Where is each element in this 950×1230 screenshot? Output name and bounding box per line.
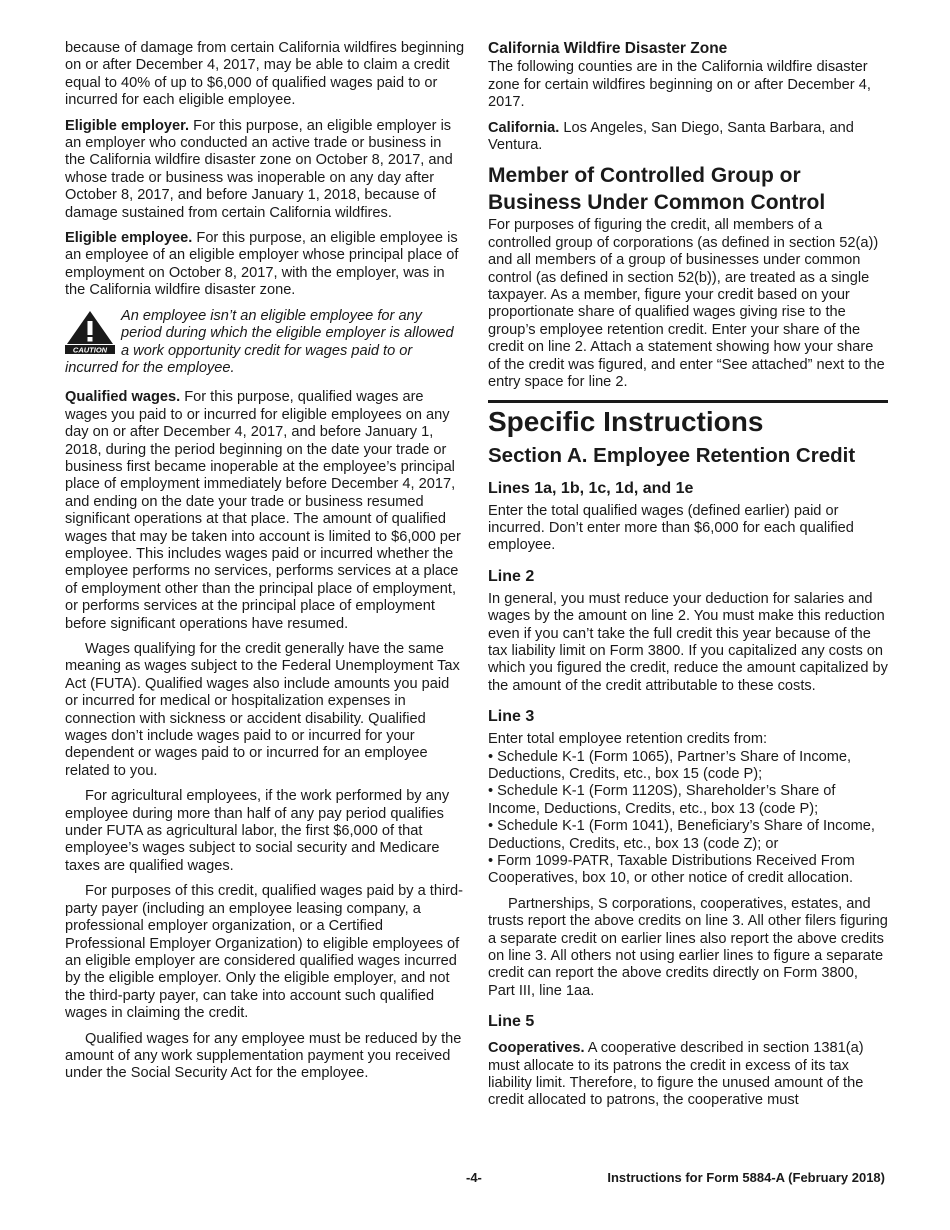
eligible-employer-paragraph xyxy=(65,118,465,222)
member-heading: Member of Controlled Group or Business Under Common Control xyxy=(488,164,826,215)
left-column xyxy=(65,40,465,1091)
line-3-bullet: • Form 1099-PATR, Taxable Distributions Received From Cooperatives, box 10, or other notice of credit allocation. xyxy=(488,853,855,887)
line-3-bullet: • Schedule K-1 (Form 1065), Partner’s Share of Income, Deductions, Credits, etc., box 15 (code P); xyxy=(488,748,852,782)
cooperatives-paragraph xyxy=(488,1040,888,1110)
section-divider xyxy=(488,400,888,403)
third-party-paragraph: For purposes of this credit, qualified wages paid by a third-party payer (including an employee leasing company, a professional employer organization, or a Certified Professional Employer Organization) to eligible employees of an eligible employer are considered qualified wages incurred by the eligible employer. Only the eligible employer, and not the third-party payer, can take into account such qualified wages in claiming the credit. xyxy=(65,883,464,1022)
eligible-employer-text: For this purpose, an eligible employer is an employer who conducted an active trade or business in the California wildfire disaster zone on October 8, 2017, and whose trade or business was inoperable on any day after October 8, 2017, and before January 1, 2018, because of damage sustained from certain California wildfires. xyxy=(65,117,453,221)
cooperatives-text: A cooperative described in section 1381(a) must allocate to its patrons the credit in excess of its tax liability limit. Therefore, to figure the unused amount of the credit allocated to patrons, the cooperative must xyxy=(488,1040,864,1109)
reduction-paragraph: Qualified wages for any employee must be reduced by the amount of any work supplementation payment you received under the Social Security Act for the employee. xyxy=(65,1030,462,1082)
caution-icon-label: CAUTION xyxy=(72,345,108,354)
lines-1-paragraph: Enter the total qualified wages (defined earlier) paid or incurred. Don’t enter more than $6,000 for each qualified employee. xyxy=(488,502,854,554)
california-paragraph xyxy=(488,120,888,155)
agricultural-paragraph: For agricultural employees, if the work performed by any employee during more than half of any pay period qualifies under FUTA as agricultural labor, the first $6,000 of that employee’s wages subject to social security and Medicare taxes are qualified wages. xyxy=(65,788,450,874)
cooperatives-label: Cooperatives. xyxy=(488,1040,585,1057)
member-paragraph: For purposes of figuring the credit, all members of a controlled group of corporations (as defined in section 52(a)) and all members of a group of businesses under common control (as defined in section 52(b)), are treated as a single taxpayer. As a member, figure your credit based on your proportionate share of qualified wages giving rise to the group’s employee retention credit. Enter your share of the credit on line 2. Attach a statement showing how your share of the credit was figured, and enter “See attached” next to the entry space for line 2. xyxy=(488,217,885,391)
qualified-wages-paragraph xyxy=(65,389,465,633)
right-column xyxy=(488,40,888,1118)
lines-1-heading: Lines 1a, 1b, 1c, 1d, and 1e xyxy=(488,479,694,497)
line-3-bullet: • Schedule K-1 (Form 1041), Beneficiary’s Share of Income, Deductions, Credits, etc., box 13 (code Z); or xyxy=(488,818,875,852)
form-reference: Instructions for Form 5884-A (February 2018) xyxy=(607,1170,885,1185)
section-a-heading: Section A. Employee Retention Credit xyxy=(488,443,856,467)
caution-note xyxy=(65,308,465,378)
qualified-wages-label: Qualified wages. xyxy=(65,389,181,406)
specific-instructions-heading: Specific Instructions xyxy=(488,405,764,437)
caution-icon xyxy=(65,310,115,354)
intro-paragraph: because of damage from certain California wildfires beginning on or after December 4, 2017, may be able to claim a credit equal to 40% of up to $6,000 of qualified wages paid to or incurred for each eligible employee. xyxy=(65,40,465,109)
eligible-employee-paragraph xyxy=(65,230,465,300)
eligible-employee-text: For this purpose, an eligible employee is an employee of an eligible employer whose principal place of employment on October 8, 2017, with the employer, was in the California wildfire disaster zone. xyxy=(65,230,459,299)
page-number: -4- xyxy=(466,1170,482,1185)
california-text: Los Angeles, San Diego, Santa Barbara, and Ventura. xyxy=(488,119,854,154)
line-3-bullet: • Schedule K-1 (Form 1120S), Shareholder’s Share of Income, Deductions, Credits, etc., box 13 (code P); xyxy=(488,783,836,817)
line-5-heading: Line 5 xyxy=(488,1013,535,1031)
line-3-paragraph: Partnerships, S corporations, cooperatives, estates, and trusts report the above credits on line 3. All other filers figuring a separate credit on earlier lines also report the above credits on line 3. All others not using earlier lines to figure a separate credit can report the above credits directly on Form 3800, Part III, line 1aa. xyxy=(488,895,888,999)
zone-heading: California Wildfire Disaster Zone xyxy=(488,40,728,57)
eligible-employee-label: Eligible employee. xyxy=(65,230,193,247)
eligible-employer-label: Eligible employer. xyxy=(65,117,190,134)
line-3-intro: Enter total employee retention credits from: xyxy=(488,731,768,748)
line-3-heading: Line 3 xyxy=(488,708,535,726)
california-label: California. xyxy=(488,119,560,136)
zone-paragraph: The following counties are in the California wildfire disaster zone for certain wildfires beginning on or after December 4, 2017. xyxy=(488,59,871,111)
line-2-heading: Line 2 xyxy=(488,567,535,585)
futa-paragraph: Wages qualifying for the credit generally have the same meaning as wages subject to the Federal Unemployment Tax Act (FUTA). Qualified wages also include amounts you paid or incurred for medical or hospitalization expenses in connection with sickness or accident disability. Qualified wages don’t include wages paid to or incurred for your dependent or wages paid to or incurred for an employee related to you. xyxy=(65,641,460,779)
qualified-wages-text: For this purpose, qualified wages are wages you paid to or incurred for eligible employees on any day on or after December 4, 2017, and before January 1, 2018, during the period beginning on the date your trade or business first became inoperable at the employee’s principal place of employment immediately before December 4, 2017, and ending on the date your trade or business resumed significant operations at that place. The amount of qualified wages that may be taken into account is limited to $6,000 per employee. This includes wages paid or incurred whether the employee performs no services, performs services at a place of employment other than the principal place of employment, or performs services at the principal place of employment before significant operations have resumed. xyxy=(65,389,461,632)
caution-text: An employee isn’t an eligible employee for any period during which the eligible employer is allowed a work opportunity credit for wages paid to or incurred for the employee. xyxy=(65,307,454,376)
line-2-paragraph: In general, you must reduce your deduction for salaries and wages by the amount on line 2. You must make this reduction even if you can’t take the full credit this year because of the tax liability limit on Form 3800. If you capitalized any costs on which you figured the credit, reduce the amount capitalized by the amount of the credit attributable to these costs. xyxy=(488,590,888,694)
